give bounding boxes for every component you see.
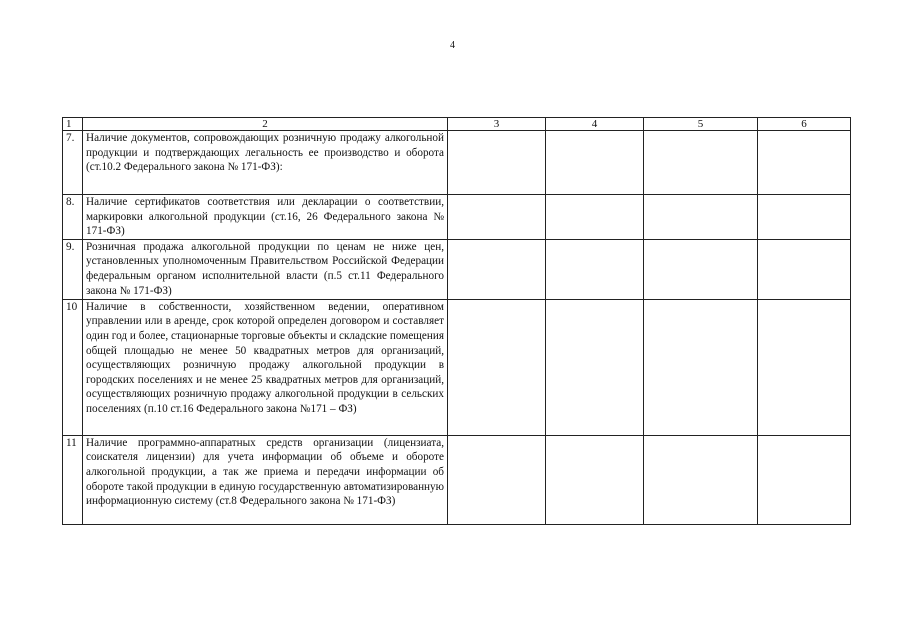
empty-cell [546,195,644,240]
table-header-row [63,118,851,131]
empty-cell [448,435,546,524]
empty-cell [448,195,546,240]
empty-cell [758,195,851,240]
empty-cell [546,239,644,299]
empty-cell [546,435,644,524]
table-row [63,131,851,195]
column-header: 5 [644,118,758,131]
row-number: 9. [63,239,83,299]
empty-cell [758,299,851,435]
requirement-text: Наличие программно-аппаратных средств организации (лицензиата, соискателя лицензии) для учета информации об объеме и обороте алкогольной продукции, а так же приема и передачи информации об обороте такой продукции в единую государственную автоматизированную информационную систему (ст.8 Федерального закона № 171-ФЗ) [83,435,448,524]
empty-cell [644,131,758,195]
empty-cell [644,435,758,524]
row-number: 7. [63,131,83,195]
empty-cell [758,239,851,299]
column-header: 1 [63,118,83,131]
column-header: 6 [758,118,851,131]
checklist-table [62,117,851,525]
requirement-text: Наличие в собственности, хозяйственном ведении, оперативном управлении или в аренде, срок которой определен договором и составляет один год и более, стационарные торговые объекты и складские помещения общей площадью не менее 50 квадратных метров для организаций, осуществляющих розничную продажу алкогольной продукции в городских поселениях и не менее 25 квадратных метров для организаций, осуществляющих розничную продажу алкогольной продукции в сельских поселениях (п.10 ст.16 Федерального закона №171 – ФЗ) [83,299,448,435]
empty-cell [448,131,546,195]
empty-cell [448,239,546,299]
requirement-text: Розничная продажа алкогольной продукции по ценам не ниже цен, установленных уполномоченным Правительством Российской Федерации федеральным органом исполнительной власти (п.5 ст.11 Федерального закона № 171-ФЗ) [83,239,448,299]
table-row [63,239,851,299]
page-number: 4 [450,40,455,51]
requirement-text: Наличие сертификатов соответствия или декларации о соответствии, маркировки алкогольной продукции (ст.16, 26 Федерального закона № 171-ФЗ) [83,195,448,240]
empty-cell [448,299,546,435]
requirement-text: Наличие документов, сопровождающих розничную продажу алкогольной продукции и подтверждающих легальность ее производство и оборота (ст.10.2 Федерального закона № 171-ФЗ): [83,131,448,195]
row-number: 10 [63,299,83,435]
row-number: 8. [63,195,83,240]
column-header: 2 [83,118,448,131]
column-header: 3 [448,118,546,131]
empty-cell [758,131,851,195]
column-header: 4 [546,118,644,131]
empty-cell [546,299,644,435]
table-row [63,299,851,435]
empty-cell [644,195,758,240]
empty-cell [644,299,758,435]
table-row [63,195,851,240]
empty-cell [644,239,758,299]
table-row [63,435,851,524]
empty-cell [546,131,644,195]
row-number: 11 [63,435,83,524]
empty-cell [758,435,851,524]
